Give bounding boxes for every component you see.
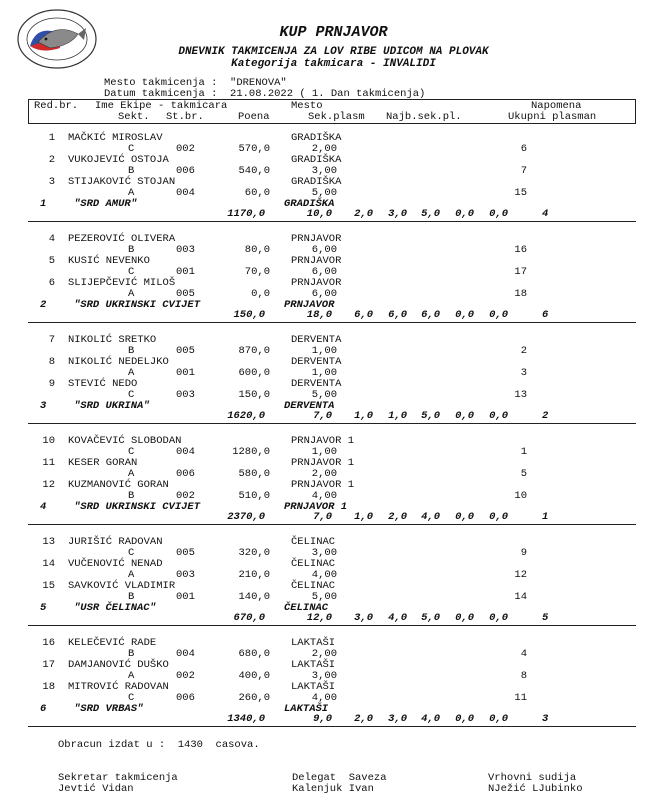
team-name: "SRD VRBAS" xyxy=(74,703,144,715)
competitor-name: MAČKIĆ MIROSLAV xyxy=(68,132,163,144)
competitor-sector-place: 4,00 xyxy=(311,569,338,581)
competitor-name: JURIŠIĆ RADOVAN xyxy=(68,536,163,548)
competitor-sector: C xyxy=(128,692,135,704)
competitor-points: 210,0 xyxy=(238,569,271,581)
category-subtitle: Kategorija takmicara - INVALIDI xyxy=(231,58,436,70)
team-sector-place: 3,0 xyxy=(388,208,407,220)
team-sector-place: 1,0 xyxy=(388,410,407,422)
date-line: Datum takmicenja : 21.08.2022 ( 1. Dan takmicenja) xyxy=(104,88,426,100)
team-rank: 5 xyxy=(40,602,47,614)
competitor-points: 150,0 xyxy=(238,389,271,401)
competitor-number: 5 xyxy=(48,255,55,267)
competitor-station: 004 xyxy=(176,187,195,199)
competitor-sector: B xyxy=(128,165,135,177)
competitor-sector-place: 2,00 xyxy=(311,143,338,155)
team-sector-sum: 10,0 xyxy=(306,208,333,220)
competitor-club: LAKTAŠI xyxy=(291,681,336,693)
competitor-name: MITROVIĆ RADOVAN xyxy=(68,681,169,693)
col-poena: Poena xyxy=(238,111,270,123)
team-sector-place: 0,0 xyxy=(489,208,508,220)
team-separator xyxy=(28,625,636,626)
calculation-time: Obracun izdat u : 1430 casova. xyxy=(58,739,260,751)
team-sector-place: 0,0 xyxy=(455,713,474,725)
team-sector-place: 6,0 xyxy=(388,309,407,321)
team-place: ČELINAC xyxy=(284,602,329,614)
team-sector-sum: 18,0 xyxy=(306,309,333,321)
col-ukupni: Ukupni plasman xyxy=(508,111,597,123)
competitor-sector-place: 5,00 xyxy=(311,591,338,603)
competitor-sector-place: 1,00 xyxy=(311,367,338,379)
team-separator xyxy=(28,322,636,323)
competitor-club: DERVENTA xyxy=(291,378,342,390)
competitor-points: 320,0 xyxy=(238,547,271,559)
team-final-place: 4 xyxy=(542,208,549,220)
competitor-club: LAKTAŠI xyxy=(291,637,336,649)
competitor-points: 600,0 xyxy=(238,367,271,379)
competitor-number: 3 xyxy=(48,176,55,188)
competitor-number: 9 xyxy=(48,378,55,390)
competitor-points: 680,0 xyxy=(238,648,271,660)
competitor-station: 004 xyxy=(176,446,195,458)
team-sector-place: 5,0 xyxy=(421,612,440,624)
competitor-number: 14 xyxy=(42,558,55,570)
competitor-sector-place: 5,00 xyxy=(311,389,338,401)
competitor-number: 10 xyxy=(42,435,55,447)
competitor-club: GRADIŠKA xyxy=(291,154,342,166)
team-name: "SRD UKRINSKI CVIJET xyxy=(74,299,201,311)
competitor-club: PRNJAVOR 1 xyxy=(291,479,355,491)
competitor-name: NIKOLIĆ SRETKO xyxy=(68,334,157,346)
competitor-club: LAKTAŠI xyxy=(291,659,336,671)
team-rank: 3 xyxy=(40,400,47,412)
competitor-club: PRNJAVOR xyxy=(291,277,342,289)
competitor-overall-place: 5 xyxy=(520,468,527,480)
team-sector-place: 3,0 xyxy=(354,612,373,624)
team-place: PRNJAVOR 1 xyxy=(284,501,348,513)
competitor-station: 001 xyxy=(176,367,195,379)
col-sekplasm: Sek.plasm xyxy=(308,111,365,123)
competitor-club: PRNJAVOR 1 xyxy=(291,435,355,447)
team-final-place: 3 xyxy=(542,713,549,725)
team-final-place: 2 xyxy=(542,410,549,422)
team-sector-place: 0,0 xyxy=(489,410,508,422)
team-separator xyxy=(28,524,636,525)
col-ime: Ime Ekipe - takmicara xyxy=(95,100,228,112)
competitor-station: 006 xyxy=(176,692,195,704)
competitor-sector: A xyxy=(128,367,135,379)
competitor-sector: A xyxy=(128,468,135,480)
competitor-club: PRNJAVOR 1 xyxy=(291,457,355,469)
competitor-sector: B xyxy=(128,345,135,357)
venue-line: Mesto takmicenja : "DRENOVA" xyxy=(104,77,287,89)
competitor-overall-place: 6 xyxy=(520,143,527,155)
competitor-points: 570,0 xyxy=(238,143,271,155)
team-sector-place: 1,0 xyxy=(354,410,373,422)
team-place: DERVENTA xyxy=(284,400,335,412)
competitor-overall-place: 13 xyxy=(514,389,527,401)
competitor-name: KOVAČEVIĆ SLOBODAN xyxy=(68,435,182,447)
competitor-sector: A xyxy=(128,569,135,581)
competitor-name: STIJAKOVIĆ STOJAN xyxy=(68,176,176,188)
competitor-sector: A xyxy=(128,288,135,300)
team-final-place: 5 xyxy=(542,612,549,624)
competitor-sector-place: 1,00 xyxy=(311,345,338,357)
competitor-station: 006 xyxy=(176,468,195,480)
team-name: "USR ČELINAC" xyxy=(74,602,156,614)
team-total-points: 1620,0 xyxy=(227,410,265,422)
competitor-points: 1280,0 xyxy=(232,446,270,458)
competitor-sector: B xyxy=(128,648,135,660)
competitor-name: DAMJANOVIĆ DUŠKO xyxy=(68,659,169,671)
competitor-sector: C xyxy=(128,143,135,155)
team-sector-place: 0,0 xyxy=(489,309,508,321)
delegate-name: Kalenjuk Ivan xyxy=(292,783,374,795)
competitor-number: 17 xyxy=(42,659,55,671)
team-total-points: 150,0 xyxy=(233,309,266,321)
team-sector-place: 2,0 xyxy=(388,511,407,523)
competitor-overall-place: 4 xyxy=(520,648,527,660)
team-sector-place: 0,0 xyxy=(455,511,474,523)
competitor-number: 8 xyxy=(48,356,55,368)
competitor-name: NIKOLIĆ NEDELJKO xyxy=(68,356,169,368)
competitor-overall-place: 15 xyxy=(514,187,527,199)
competitor-sector: B xyxy=(128,490,135,502)
competitor-overall-place: 2 xyxy=(520,345,527,357)
competitor-club: GRADIŠKA xyxy=(291,132,342,144)
team-name: "SRD UKRINA" xyxy=(74,400,150,412)
competitor-name: PEZEROVIĆ OLIVERA xyxy=(68,233,176,245)
competitor-points: 870,0 xyxy=(238,345,271,357)
team-place: LAKTAŠI xyxy=(284,703,329,715)
team-sector-place: 0,0 xyxy=(489,511,508,523)
team-sector-place: 5,0 xyxy=(421,410,440,422)
competitor-name: KUZMANOVIĆ GORAN xyxy=(68,479,169,491)
team-final-place: 6 xyxy=(542,309,549,321)
competitor-sector-place: 4,00 xyxy=(311,692,338,704)
team-sector-place: 0,0 xyxy=(455,208,474,220)
competitor-number: 13 xyxy=(42,536,55,548)
competitor-station: 005 xyxy=(176,288,195,300)
competitor-number: 1 xyxy=(48,132,55,144)
team-sector-place: 3,0 xyxy=(388,713,407,725)
team-final-place: 1 xyxy=(542,511,549,523)
competitor-club: ČELINAC xyxy=(291,536,336,548)
competitor-number: 18 xyxy=(42,681,55,693)
competitor-club: PRNJAVOR xyxy=(291,255,342,267)
competitor-sector-place: 6,00 xyxy=(311,266,338,278)
competitor-number: 4 xyxy=(48,233,55,245)
competitor-overall-place: 17 xyxy=(514,266,527,278)
team-sector-place: 4,0 xyxy=(388,612,407,624)
team-place: GRADIŠKA xyxy=(284,198,335,210)
team-sector-place: 2,0 xyxy=(354,713,373,725)
competitor-number: 2 xyxy=(48,154,55,166)
team-sector-place: 1,0 xyxy=(354,511,373,523)
competitor-points: 60,0 xyxy=(244,187,271,199)
team-total-points: 670,0 xyxy=(233,612,266,624)
team-sector-place: 0,0 xyxy=(455,309,474,321)
competitor-sector: A xyxy=(128,187,135,199)
competitor-overall-place: 8 xyxy=(520,670,527,682)
competitor-station: 002 xyxy=(176,490,195,502)
competitor-station: 004 xyxy=(176,648,195,660)
team-total-points: 2370,0 xyxy=(227,511,265,523)
competitor-club: PRNJAVOR xyxy=(291,233,342,245)
team-sector-place: 0,0 xyxy=(455,612,474,624)
team-sector-place: 0,0 xyxy=(489,612,508,624)
team-sector-sum: 9,0 xyxy=(313,713,332,725)
competitor-number: 6 xyxy=(48,277,55,289)
team-name: "SRD AMUR" xyxy=(74,198,138,210)
col-sekt: Sekt. xyxy=(118,111,150,123)
competitor-overall-place: 12 xyxy=(514,569,527,581)
competitor-sector-place: 4,00 xyxy=(311,490,338,502)
competitor-station: 001 xyxy=(176,591,195,603)
competitor-sector: C xyxy=(128,266,135,278)
competitor-station: 005 xyxy=(176,345,195,357)
team-sector-place: 2,0 xyxy=(354,208,373,220)
team-sector-sum: 7,0 xyxy=(313,511,332,523)
competitor-name: KESER GORAN xyxy=(68,457,138,469)
document-title: KUP PRNJAVOR xyxy=(279,24,388,41)
judge-name: NJežić LJubinko xyxy=(488,783,583,795)
team-sector-sum: 7,0 xyxy=(313,410,332,422)
team-sector-place: 4,0 xyxy=(421,713,440,725)
team-rank: 2 xyxy=(40,299,47,311)
competitor-points: 540,0 xyxy=(238,165,271,177)
competitor-points: 400,0 xyxy=(238,670,271,682)
competitor-points: 70,0 xyxy=(244,266,271,278)
competitor-club: ČELINAC xyxy=(291,580,336,592)
competitor-sector-place: 6,00 xyxy=(311,244,338,256)
competitor-overall-place: 7 xyxy=(520,165,527,177)
team-separator xyxy=(28,726,636,727)
competitor-sector-place: 3,00 xyxy=(311,670,338,682)
competitor-station: 005 xyxy=(176,547,195,559)
competitor-station: 003 xyxy=(176,389,195,401)
competitor-overall-place: 14 xyxy=(514,591,527,603)
competitor-station: 002 xyxy=(176,143,195,155)
team-separator xyxy=(28,423,636,424)
team-separator xyxy=(28,221,636,222)
competitor-club: DERVENTA xyxy=(291,356,342,368)
competitor-station: 006 xyxy=(176,165,195,177)
competitor-club: GRADIŠKA xyxy=(291,176,342,188)
competitor-overall-place: 10 xyxy=(514,490,527,502)
competitor-points: 80,0 xyxy=(244,244,271,256)
competitor-overall-place: 1 xyxy=(520,446,527,458)
team-sector-place: 0,0 xyxy=(489,713,508,725)
competitor-sector-place: 2,00 xyxy=(311,468,338,480)
team-sector-place: 6,0 xyxy=(354,309,373,321)
team-sector-place: 5,0 xyxy=(421,208,440,220)
secretary-name: Jevtić Vidan xyxy=(58,783,134,795)
competitor-sector-place: 1,00 xyxy=(311,446,338,458)
competitor-sector: A xyxy=(128,670,135,682)
competitor-overall-place: 3 xyxy=(520,367,527,379)
document-subtitle: DNEVNIK TAKMICENJA ZA LOV RIBE UDICOM NA PLOVAK xyxy=(178,46,489,58)
competitor-name: VUKOJEVIĆ OSTOJA xyxy=(68,154,169,166)
competitor-name: SLIJEPČEVIĆ MILOŠ xyxy=(68,277,176,289)
competitor-sector-place: 3,00 xyxy=(311,547,338,559)
competitor-overall-place: 11 xyxy=(514,692,527,704)
competitor-club: DERVENTA xyxy=(291,334,342,346)
competitor-station: 003 xyxy=(176,244,195,256)
team-rank: 1 xyxy=(40,198,47,210)
competitor-name: KUSIĆ NEVENKO xyxy=(68,255,150,267)
competitor-number: 7 xyxy=(48,334,55,346)
team-sector-place: 0,0 xyxy=(455,410,474,422)
secretary-title: Sekretar takmicenja xyxy=(58,772,178,784)
competitor-sector-place: 3,00 xyxy=(311,165,338,177)
competitor-points: 510,0 xyxy=(238,490,271,502)
competitor-club: ČELINAC xyxy=(291,558,336,570)
competitor-name: SAVKOVIĆ VLADIMIR xyxy=(68,580,176,592)
competitor-name: STEVIĆ NEDO xyxy=(68,378,138,390)
competitor-points: 260,0 xyxy=(238,692,271,704)
competitor-station: 002 xyxy=(176,670,195,682)
competitor-sector-place: 6,00 xyxy=(311,288,338,300)
competitor-name: KELEČEVIĆ RADE xyxy=(68,637,157,649)
team-total-points: 1170,0 xyxy=(227,208,265,220)
team-name: "SRD UKRINSKI CVIJET xyxy=(74,501,201,513)
competitor-number: 15 xyxy=(42,580,55,592)
col-stbr: St.br. xyxy=(166,111,204,123)
col-redbr: Red.br. xyxy=(34,100,79,112)
team-sector-place: 4,0 xyxy=(421,511,440,523)
col-mesto: Mesto xyxy=(291,100,323,112)
col-napomena: Napomena xyxy=(531,100,582,112)
col-najb: Najb.sek.pl. xyxy=(386,111,462,123)
competitor-number: 12 xyxy=(42,479,55,491)
competitor-number: 11 xyxy=(42,457,55,469)
competitor-overall-place: 18 xyxy=(514,288,527,300)
competitor-points: 140,0 xyxy=(238,591,271,603)
competitor-number: 16 xyxy=(42,637,55,649)
judge-title: Vrhovni sudija xyxy=(488,772,577,784)
competitor-points: 580,0 xyxy=(238,468,271,480)
team-rank: 6 xyxy=(40,703,47,715)
competitor-sector: B xyxy=(128,244,135,256)
team-sector-sum: 12,0 xyxy=(306,612,333,624)
competitor-sector: B xyxy=(128,591,135,603)
competitor-overall-place: 9 xyxy=(520,547,527,559)
competitor-points: 0,0 xyxy=(251,288,270,300)
competitor-sector-place: 2,00 xyxy=(311,648,338,660)
competitor-sector: C xyxy=(128,389,135,401)
competitor-station: 003 xyxy=(176,569,195,581)
competitor-overall-place: 16 xyxy=(514,244,527,256)
competitor-name: VUČENOVIĆ NENAD xyxy=(68,558,163,570)
competitor-sector-place: 5,00 xyxy=(311,187,338,199)
competitor-sector: C xyxy=(128,446,135,458)
team-place: PRNJAVOR xyxy=(284,299,335,311)
team-rank: 4 xyxy=(40,501,47,513)
team-sector-place: 6,0 xyxy=(421,309,440,321)
competitor-sector: C xyxy=(128,547,135,559)
team-total-points: 1340,0 xyxy=(227,713,265,725)
competitor-station: 001 xyxy=(176,266,195,278)
delegate-title: Delegat Saveza xyxy=(292,772,387,784)
